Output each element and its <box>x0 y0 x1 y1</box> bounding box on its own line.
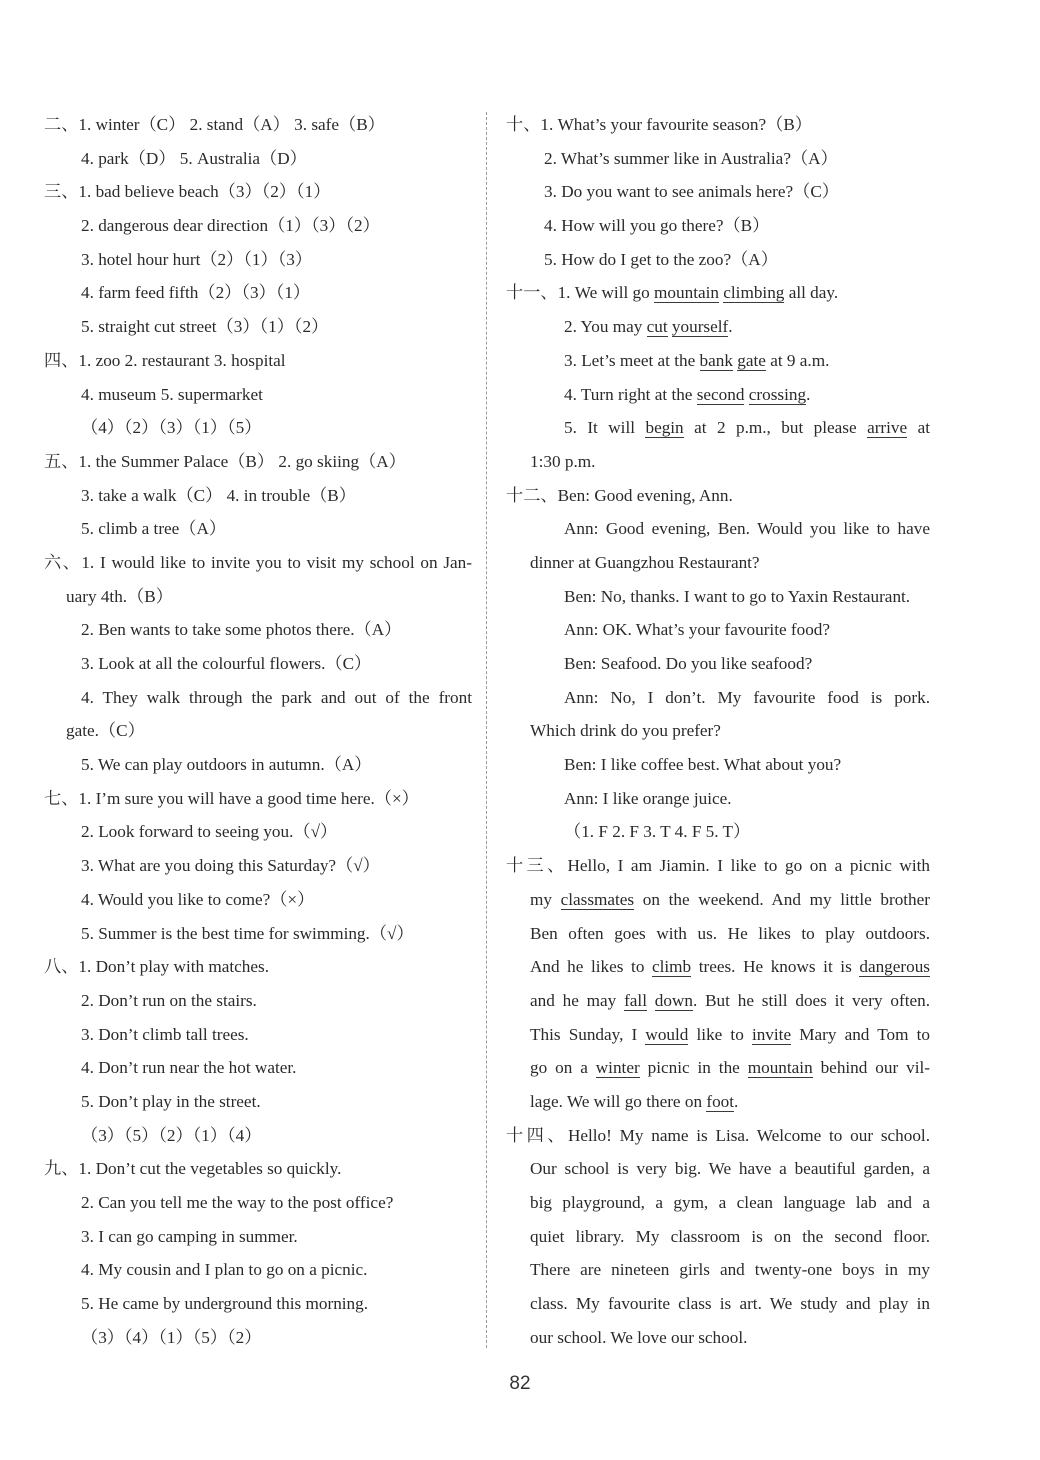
answer-line <box>506 782 930 816</box>
answer-line <box>506 748 930 782</box>
line-text: 4. How will you go there?（B） <box>544 216 770 236</box>
answer-line <box>506 243 930 277</box>
line-text: 十、1. What’s your favourite season?（B） <box>506 115 812 134</box>
answer-line: 5. We can play outdoors in autumn.（A） <box>81 755 372 775</box>
line-text: at 2 p.m., but please <box>683 418 868 438</box>
answer-line <box>506 1253 930 1287</box>
line-text: Ann: I like orange juice. <box>564 788 732 808</box>
underlined-word: mountain <box>747 1058 813 1078</box>
answer-line: 七、1. I’m sure you will have a good time here.（×） <box>44 788 419 808</box>
answer-line: 4. museum 5. supermarket <box>81 384 263 404</box>
answer-line <box>506 479 930 513</box>
underlined-word: second <box>696 384 745 404</box>
underlined-word: dangerous <box>859 957 930 977</box>
answer-line <box>506 580 930 614</box>
underlined-word: classmates <box>560 889 635 909</box>
answer-line: 5. climb a tree（A） <box>81 519 227 539</box>
line-text: lage. We will go there on <box>530 1091 707 1111</box>
answer-line <box>506 647 930 681</box>
answer-line <box>506 1085 930 1119</box>
answer-line: 4. My cousin and I plan to go on a picnic. <box>81 1260 368 1280</box>
answer-line: 三、1. bad believe beach（3）（2）（1） <box>44 182 331 202</box>
answer-line: 九、1. Don’t cut the vegetables so quickly. <box>44 1159 342 1179</box>
answer-line: 3. hotel hour hurt（2）（1）（3） <box>81 249 313 269</box>
answer-line: 5. Don’t play in the street. <box>81 1091 261 1111</box>
line-text: dinner at Guangzhou Restaurant? <box>530 552 760 572</box>
answer-line <box>506 815 930 849</box>
line-text: like to <box>688 1024 752 1044</box>
answer-line: 八、1. Don’t play with matches. <box>44 957 269 977</box>
line-text: 3. Let’s meet at the <box>564 350 700 370</box>
underlined-word: bank <box>699 350 733 370</box>
underlined-word: crossing <box>748 384 807 404</box>
answer-line <box>506 917 930 951</box>
line-text: （1. F 2. F 3. T 4. F 5. T） <box>564 822 751 842</box>
line-text: trees. He knows it is <box>691 957 860 977</box>
answer-line <box>506 950 930 984</box>
answer-line: 2. dangerous dear direction（1）（3）（2） <box>81 216 380 236</box>
page-number: 82 <box>509 1373 531 1394</box>
line-text: This Sunday, I <box>530 1024 646 1044</box>
answer-line <box>506 378 930 412</box>
underlined-word: would <box>645 1024 689 1044</box>
answer-line <box>506 209 930 243</box>
answer-line: gate.（C） <box>66 721 145 741</box>
answer-line: 5. He came by underground this morning. <box>81 1294 369 1314</box>
line-text: our school. We love our school. <box>530 1327 748 1347</box>
answer-line <box>506 175 930 209</box>
answer-line: （4）（2）（3）（1）（5） <box>81 418 262 438</box>
line-text: Ann: No, I don’t. My favourite food is pork. <box>564 687 930 707</box>
answer-line <box>506 984 930 1018</box>
line-text: Mary and Tom to <box>791 1024 930 1044</box>
answer-line <box>506 1119 930 1153</box>
underlined-word: invite <box>751 1024 792 1044</box>
line-text: Which drink do you prefer? <box>530 721 721 741</box>
answer-line: 3. take a walk（C） 4. in trouble（B） <box>81 485 356 505</box>
underlined-word: fall <box>624 990 647 1010</box>
underlined-word: yourself <box>671 317 729 337</box>
answer-line: 4. farm feed fifth（2）（3）（1） <box>81 283 311 303</box>
answer-line: 六、1. I would like to invite you to visit my school on Jan- <box>44 552 472 572</box>
line-text: Ben: Seafood. Do you like seafood? <box>564 654 813 673</box>
answer-line: 3. I can go camping in summer. <box>81 1226 298 1246</box>
right-column <box>506 108 930 1354</box>
line-text: big playground, a gym, a clean language lab and a <box>530 1193 930 1212</box>
answer-line <box>506 883 930 917</box>
line-text: 十二、Ben: Good evening, Ann. <box>506 485 733 505</box>
line-text: Ben often goes with us. He likes to play outdoors. <box>530 923 930 943</box>
answer-line <box>506 445 930 479</box>
line-text: Ann: Good evening, Ben. Would you like to have <box>564 519 930 539</box>
answer-line <box>506 681 930 715</box>
line-text: and he may <box>530 990 625 1010</box>
answer-line <box>506 1186 930 1220</box>
line-text: at <box>907 418 931 438</box>
line-text: go on a <box>530 1058 596 1078</box>
line-text: 1:30 p.m. <box>530 451 596 471</box>
line-text: There are nineteen girls and twenty-one boys in my <box>530 1260 930 1280</box>
answer-line <box>506 1051 930 1085</box>
line-text: 十四、Hello! My name is Lisa. Welcome to our school. <box>506 1125 930 1145</box>
underlined-word: mountain <box>654 283 719 303</box>
line-text: quiet library. My classroom is on the second floor. <box>530 1226 930 1246</box>
line-text: . <box>806 384 811 404</box>
underlined-word: climb <box>652 957 692 977</box>
line-text: And he likes to <box>530 957 652 977</box>
answer-line <box>506 714 930 748</box>
line-text: . But he still does it very often. <box>692 990 930 1010</box>
answer-line: 5. Summer is the best time for swimming.（√） <box>81 923 414 943</box>
line-text: 5. It will <box>564 418 646 438</box>
line-text: 4. Turn right at the <box>564 384 697 404</box>
line-text: 5. How do I get to the zoo?（A） <box>544 249 778 269</box>
answer-line: （3）（4）（1）（5）（2） <box>81 1327 262 1347</box>
answer-line <box>506 1018 930 1052</box>
line-text: at 9 a.m. <box>765 350 830 370</box>
answer-line: 4. Don’t run near the hot water. <box>81 1058 297 1078</box>
underlined-word: begin <box>645 418 684 438</box>
line-text: on the weekend. And my little brother <box>634 889 931 909</box>
answer-line: uary 4th.（B） <box>66 586 173 606</box>
answer-line: 2. Look forward to seeing you.（√） <box>81 822 338 842</box>
underlined-word: down <box>654 990 693 1010</box>
line-text: . <box>734 1091 739 1111</box>
underlined-word: foot <box>706 1091 735 1111</box>
answer-line <box>506 1220 930 1254</box>
line-text: behind our vil- <box>812 1058 930 1078</box>
answer-line: 四、1. zoo 2. restaurant 3. hospital <box>44 350 286 370</box>
answer-line: 4. park（D） 5. Australia（D） <box>81 148 307 168</box>
answer-line <box>506 546 930 580</box>
answer-line: 二、1. winter（C） 2. stand（A） 3. safe（B） <box>44 115 385 134</box>
line-text: my <box>530 889 561 909</box>
line-text: class. My favourite class is art. We study and play in <box>530 1294 930 1314</box>
answer-line <box>506 1287 930 1321</box>
underlined-word: winter <box>595 1058 640 1078</box>
answer-line <box>506 344 930 378</box>
answer-line: 5. straight cut street（3）（1）（2） <box>81 317 329 337</box>
answer-line <box>506 512 930 546</box>
answer-line: 2. Can you tell me the way to the post office? <box>81 1193 394 1212</box>
line-text: . <box>728 317 733 337</box>
answer-line <box>506 1152 930 1186</box>
answer-line: 2. Don’t run on the stairs. <box>81 990 257 1010</box>
line-text: Ben: I like coffee best. What about you? <box>564 755 842 775</box>
answer-line: 五、1. the Summer Palace（B） 2. go skiing（A） <box>44 451 406 471</box>
line-text: Ann: OK. What’s your favourite food? <box>564 620 831 640</box>
line-text: 2. You may <box>564 317 647 337</box>
line-text: 十一、1. We will go <box>506 283 655 303</box>
line-text: 3. Do you want to see animals here?（C） <box>544 182 839 202</box>
answer-line: 2. Ben wants to take some photos there.（A） <box>81 620 402 640</box>
underlined-word: gate <box>737 350 766 370</box>
answer-line <box>506 613 930 647</box>
answer-line <box>506 142 930 176</box>
answer-line <box>506 310 930 344</box>
answer-line: 4. Would you like to come?（×） <box>81 889 315 909</box>
line-text: Ben: No, thanks. I want to go to Yaxin Restaurant. <box>564 586 911 606</box>
underlined-word: cut <box>646 317 668 337</box>
underlined-word: arrive <box>867 418 908 438</box>
underlined-word: climbing <box>723 283 785 303</box>
line-text <box>647 991 655 1010</box>
line-text: picnic in the <box>639 1058 748 1078</box>
answer-line <box>506 849 930 883</box>
column-divider <box>486 112 487 1348</box>
answer-line <box>506 1321 930 1355</box>
line-text: 2. What’s summer like in Australia?（A） <box>544 148 838 168</box>
answer-line: 3. Look at all the colourful flowers.（C） <box>81 654 372 673</box>
line-text: 十三、Hello, I am Jiamin. I like to go on a picnic with <box>506 856 930 876</box>
answer-line <box>506 276 930 310</box>
line-text: all day. <box>784 283 839 303</box>
left-column <box>44 108 472 1354</box>
line-text: Our school is very big. We have a beautiful garden, a <box>530 1159 930 1179</box>
answer-line: 3. What are you doing this Saturday?（√） <box>81 856 380 876</box>
answer-line: 3. Don’t climb tall trees. <box>81 1024 249 1044</box>
answer-line: （3）（5）（2）（1）（4） <box>81 1125 262 1145</box>
answer-line <box>506 411 930 445</box>
answer-line <box>506 108 930 142</box>
answer-line: 4. They walk through the park and out of the front <box>81 687 472 707</box>
